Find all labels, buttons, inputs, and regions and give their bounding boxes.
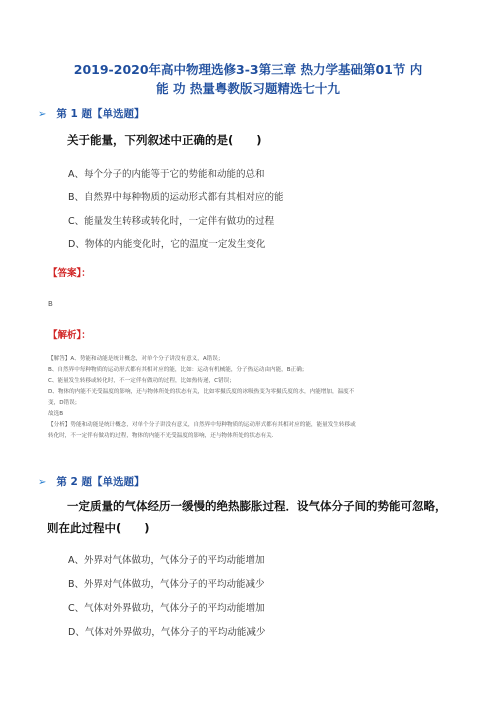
analysis-line: 【分析】势能和动能是统计概念，对单个分子讲没有意义，自然界中每种物质的运动形式都有其相对应的能，能量发生转移或 — [48, 422, 356, 428]
arrow-bullet-icon: ➢ — [38, 477, 47, 488]
analysis-text — [48, 354, 458, 442]
question-1-option-b: B、自然界中每种物质的运动形式都有其相对应的能 — [68, 192, 284, 203]
analysis-line: 转化时，不一定伴有做功的过程，物体的内能不光受温度的影响，还与物体所处的状态有关． — [48, 433, 278, 439]
question-2-stem: 一定质量的气体经历一缓慢的绝热膨胀过程．设气体分子间的势能可忽略，则在此过程中( ) — [47, 499, 447, 535]
analysis-line: 变，D错误； — [48, 400, 81, 406]
analysis-line: B、自然界中每种物质的运动形式都有其相对应的能，比如：运动有机械能，分子热运动由内能，B正确； — [48, 367, 308, 373]
arrow-bullet-icon: ➢ — [38, 109, 47, 120]
document-title — [20, 60, 476, 98]
analysis-line: C、能量发生转移或转化时，不一定伴有做功的过程，比如热传递，C错误； — [48, 378, 235, 384]
question-2-option-a: A、外界对气体做功，气体分子的平均动能增加 — [68, 555, 265, 566]
analysis-line: 【解答】A、势能和动能是统计概念，对单个分子讲没有意义，A错误； — [48, 356, 224, 362]
question-1-option-c: C、能量发生转移或转化时，一定伴有做功的过程 — [68, 216, 275, 227]
question-2-option-b: B、外界对气体做功，气体分子的平均动能减少 — [68, 579, 265, 590]
question-1-header — [38, 106, 145, 121]
question-1-option-a: A、每个分子的内能等于它的势能和动能的总和 — [68, 169, 265, 180]
question-1-option-d: D、物体的内能变化时，它的温度一定发生变化 — [68, 239, 266, 250]
analysis-label: 【解析】： — [48, 330, 91, 341]
title-line-2: 能 功 热量粤教版习题精选七十九 — [156, 81, 340, 96]
question-2-option-d: D、气体对外界做功，气体分子的平均动能减少 — [68, 627, 266, 638]
analysis-line: D、物体的内能不光受温度的影响，还与物体所处的状态有关，比如零摄氏度的冰吸热变为零摄氏度的水，内能增加，温度不 — [48, 389, 355, 395]
answer-value: B — [48, 300, 53, 308]
question-2-option-c: C、气体对外界做功，气体分子的平均动能增加 — [68, 603, 265, 614]
question-2-header — [38, 474, 145, 489]
question-1-stem: 关于能量，下列叙述中正确的是( ) — [67, 133, 262, 147]
title-line-1: 2019-2020年高中物理选修3-3第三章 热力学基础第01节 内 — [73, 62, 423, 77]
answer-label: 【答案】： — [48, 268, 91, 279]
analysis-line: 故选B — [48, 411, 64, 417]
question-1-header-label: 第 1 题【单选题】 — [56, 108, 145, 120]
question-2-header-label: 第 2 题【单选题】 — [56, 476, 145, 488]
